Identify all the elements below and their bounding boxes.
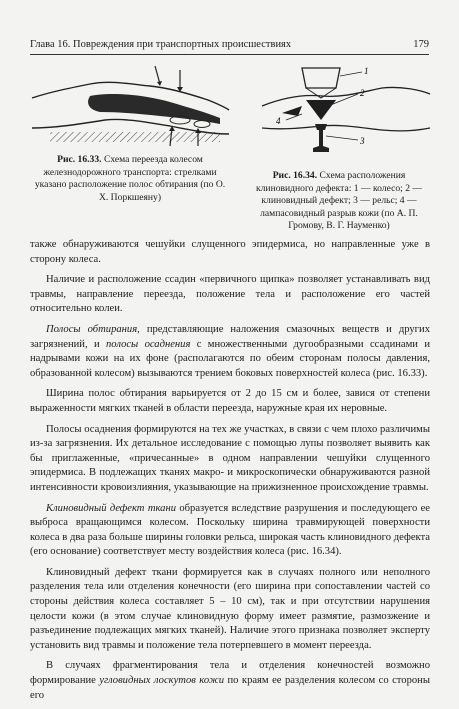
term-angular-flaps: угловидных лоскутов кожи [99,675,225,687]
wheel-crossing-diagram [30,62,230,150]
figure-16-33-text: Схема переезда колесом железнодорожного транспорта: стрелками указано расположение полос обтирания (по О. Х. Поркшеяну) [34,154,226,203]
paragraph-1: также обнаруживаются чешуйки слущенного эпидермиса, но направленные уже в сторону колеса. [30,239,430,265]
paragraph-6 [30,502,430,560]
figure-16-34-label: Рис. 16.34. [272,170,318,181]
paragraph-3-part-b: с множественными дугообразными ссадинами и надрывами кожи на их фоне (располагаются по обеим сторонам полосы давления, образованной колесом) вызываются трением боковых поверхностей колеса (рис. 16.33). [30,338,430,379]
figure-16-33 [30,62,230,150]
header-rule [30,54,429,55]
figure-16-33-caption [30,154,230,204]
paragraph-3-part-a: , представляющие наложения смазочных веществ и других загрязнений, и [30,323,430,350]
term-abrasion-bands: полосы осаднения [105,338,191,350]
running-header [30,38,429,52]
paragraph-8-part-b: по краям ее разделения колесом со стороны его [30,675,430,701]
body-text [30,238,430,709]
page-number: 179 [413,39,429,50]
figure-16-34 [262,58,432,163]
chapter-title: Глава 16. Повреждения при транспортных происшествиях [30,39,292,50]
figure-16-34-text: Схема расположения клиновидного дефекта: 1 — колесо; 2 — клиновидный дефект; 3 — рельс; 4 — лампасовидный разрыв кожи (по А. П. Громову, В. Г. Науменко) [255,170,422,232]
marker-4: 4 [276,116,281,126]
figure-16-34-caption [244,170,434,233]
marker-2: 2 [360,88,365,98]
paragraph-4: Ширина полос обтирания варьируется от 2 до 15 см и более, завися от степени выраженности мягких тканей в области переезда, наружные края их неровные. [30,388,430,414]
figure-16-33-label: Рис. 16.33. [57,154,102,165]
paragraph-6-rest: образуется вследствие разрушения и последующего ее выброса вращающимся колесом. Поскольку ширина травмирующей поверхности колеса в два раза больше ширины головки рельса, широкая часть клиновидного дефекта (его основание) соответствует месту воздействия колеса (рис. 16.34). [30,502,430,558]
marker-3: 3 [360,136,365,146]
paragraph-5: Полосы осаднения формируются на тех же участках, в связи с чем плохо различимы из-за загрязнения. Их детальное исследование с помощью лупы позволяет выявить как бы приглаженные, «причесанные» в одном направлении чешуйки слущенного эпидермиса. В подлежащих тканях макро- и микроскопически обнаруживаются разной интенсивности кровоизлияния, указывающие на прижизненное происхождение травмы. [30,423,430,493]
paragraph-8-part-a: В случаях фрагментирования тела и отделения конечностей возможно формирование [30,660,430,687]
wedge-defect-diagram [262,58,432,163]
term-wiping-bands: Полосы обтирания [46,323,138,335]
paragraph-2: Наличие и расположение ссадин «первичного щипка» позволяет устанавливать вид травмы, направление переезда, положение тела и расположение его частей относительно колеи. [30,274,430,315]
paragraph-7: Клиновидный дефект ткани формируется как в случаях полного или неполного разделения тела или отделения конечности (его ширина при сопоставлении частей со стороны действия колеса составляет 5 – 10 см), так и при отсутствии нарушения целости кожи (в этом случае клиновидную форму имеет размятие, размозжение и разъединение подлежащих мягких тканей). Наличие этого признака позволяет эксперту установить вид травмы и положение тела потерпевшего в момент переезда. [30,566,430,651]
term-wedge-defect: Клиновидный дефект ткани [46,502,177,514]
marker-1: 1 [364,66,369,76]
paragraph-3 [30,323,430,381]
paragraph-8 [30,659,430,703]
